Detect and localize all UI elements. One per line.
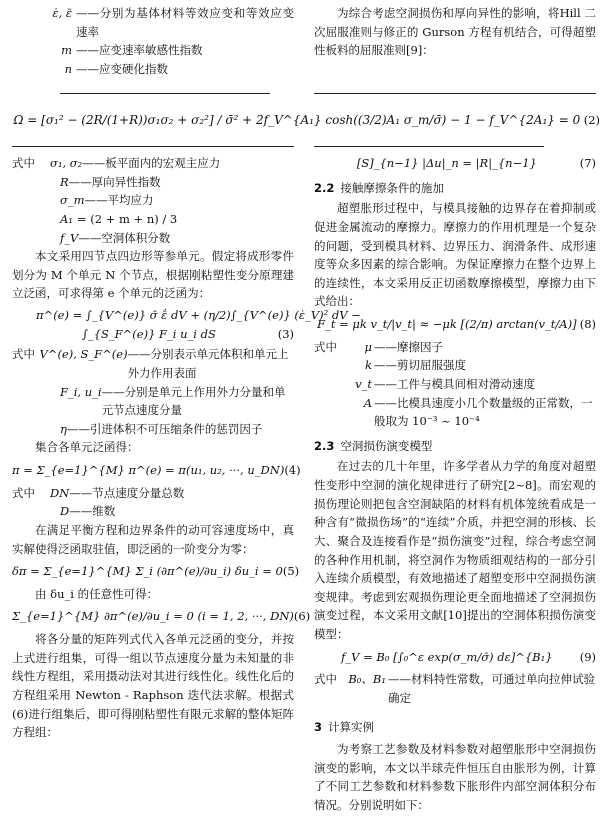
where-label: 式中 — [314, 672, 337, 687]
symbol: B₀、B₁ — [348, 672, 386, 687]
section-title: 接触摩擦条件的施加 — [340, 180, 444, 195]
where-label: 式中 — [12, 156, 35, 170]
symbol: η — [60, 421, 67, 436]
symbol: D — [60, 504, 70, 519]
symbol: σ₁, σ₂ — [50, 156, 83, 170]
equation-3 — [12, 306, 361, 343]
symbol-def-n — [12, 60, 294, 79]
where-row — [12, 420, 294, 439]
equation-8-formula: F_t = μk v_t/|v_t| ≈ −μk [(2/π) arctan(v_t/A)] — [317, 317, 577, 331]
equation-3-line1: π^(e) = ∫_{V^(e)} σ̄ ε̄̇ dV + (η/2)∫_{V^(e)} (ε̇_V)² dV − — [36, 308, 361, 322]
symbol-def-strain — [12, 4, 294, 41]
equation-6-number: (6) — [293, 609, 311, 624]
where-label: 式中 — [12, 347, 35, 362]
symbol-desc: ——平均应力 — [84, 193, 154, 208]
rule-right-bottom — [314, 146, 544, 147]
symbol-desc: ——剪切屈服强度 — [374, 358, 466, 373]
equation-2-number: (2) — [583, 113, 600, 128]
symbol: v_t — [355, 376, 372, 391]
equation-4-number: (4) — [284, 463, 301, 477]
paragraph-examples: 为考察工艺参数及材料参数对超塑胀形中空洞损伤演变的影响，本文以半球壳件恒压自由胀形为例，计算了不同工艺参数和材料参数下胀形件内部空洞体积分布情况。分别说明如下： — [314, 742, 596, 812]
paragraph-variation: 在满足平衡方程和边界条件的动可容速度场中，真实解使得泛函取驻值，即泛函的一阶变分为零： — [12, 522, 294, 556]
paragraph-void-model: 在过去的几十年里，许多学者从力学的角度对超塑性变形中空洞的演化规律进行了研究[2~8]。而宏观的损伤理论则把包含空洞缺陷的材料有机体笼统看成是一种含有“微损伤场”的“连续”介质，并把空洞的形核、长大、聚合及连接看作是“损伤演变”过程，综合考虑空洞的各种作用机制，将空洞作为物质细观结构的一部分引入连续介质模型，有效地描述了超塑变形中空洞损伤演变规律。考虑到宏观损伤理论更全面地描述了空洞损伤演变过程，本文采用文献[10]提出的空洞体积损伤演变模型： — [314, 459, 596, 641]
where-row — [314, 356, 596, 375]
section-heading-2-3 — [314, 437, 596, 456]
equation-3-line2: ∫_{S_F^(e)} F_i u_i dS — [82, 326, 216, 341]
where-row — [12, 154, 294, 173]
paragraph-assemble: 集合各单元泛函得： — [35, 440, 139, 455]
symbol: m — [61, 43, 72, 58]
symbol: R — [60, 174, 69, 189]
rule-left-bottom — [12, 146, 294, 147]
equation-5-number: (5) — [282, 564, 300, 579]
symbol-desc: ——比模具速度小几个数量级的正常数，一般取为 10⁻³ ~ 10⁻⁴ — [374, 395, 593, 429]
symbol: ε̇, ε̄ — [52, 6, 72, 20]
symbol: f_V — [60, 230, 79, 245]
symbol: A₁ — [60, 211, 73, 226]
symbol-desc: ——分别表示单元体积和单元上外力作用表面 — [127, 347, 289, 380]
paragraph-friction: 超塑胀形过程中，与模具接触的边界存在着抑制或促进金属流动的摩擦力。摩擦力的作用机理是一个复杂的问题，受到模具材料、边界压力、润滑条件、成形速度等众多因素的综合影响。为保证摩擦力在整个边界上的连续性，本文采用反正切函数摩擦模型，摩擦力由下式给出： — [314, 201, 596, 309]
symbol-desc: ——分别为基体材料等效应变和等效应变速率 — [76, 6, 294, 39]
paragraph-fem: 本文采用四节点四边形等参单元。假定将成形零件划分为 M 个单元 N 个节点，根据刚粘塑性变分原理建立泛函，可求得第 e 个单元的泛函为： — [12, 249, 294, 301]
paragraph-yield-criterion: 为综合考虑空洞损伤和厚向异性的影响，将Hill 二次屈服准则与修正的 Gurson 方程有机结合，可得超塑性板料的屈服准则[9]： — [314, 6, 596, 58]
symbol-desc: ——摩擦因子 — [374, 339, 443, 354]
section-title: 空洞损伤演变模型 — [340, 438, 433, 453]
where-row — [314, 670, 596, 707]
where-row — [12, 502, 294, 521]
equation-8 — [314, 315, 596, 334]
where-label: 式中 — [314, 339, 337, 354]
symbol-desc: ——工件与模具间相对滑动速度 — [374, 376, 535, 391]
symbol: n — [64, 61, 72, 76]
left-column-top — [12, 4, 294, 79]
symbol-desc: ——空洞体积分数 — [78, 230, 171, 245]
symbol: σ_m — [60, 193, 85, 208]
equation-5 — [12, 562, 300, 581]
equation-2 — [10, 111, 600, 130]
paragraph-matrix: 将各分量的矩阵列式代入各单元泛函的变分，并按上式进行组集，可得一组以节点速度分量为未知量的非线性方程组，采用摄动法对其进行线性化。线性化后的方程组采用 Newton - Raphson 迭代法求解。根据式(6)进行组集后，即可得刚粘塑性有限元求解的整体矩阵方程组： — [12, 632, 294, 740]
rule-right — [314, 93, 596, 94]
section-number: 2.2 — [314, 180, 335, 195]
equation-6 — [12, 607, 311, 626]
symbol-desc: ——引进体积不可压缩条件的惩罚因子 — [66, 421, 263, 436]
equation-4-formula: π = Σ_{e=1}^{M} π^(e) = π(u₁, u₂, ···, u_DN) — [12, 463, 285, 477]
section-heading-2-2 — [314, 179, 596, 198]
equation-2-formula: Ω = [σ₁² − (2R/(1+R))σ₁σ₂ + σ₂²] / σ̄² + 2f_V^{A₁} cosh((3/2)A₁ σ_m/σ̄) − 1 − f_V^{2A₁} = 0 — [13, 113, 581, 127]
equation-9 — [314, 648, 596, 667]
symbol: A — [363, 395, 372, 410]
equation-7 — [314, 154, 596, 173]
equation-5-formula: δπ = Σ_{e=1}^{M} Σ_i (∂π^(e)/∂u_i) δu_i = 0 — [12, 564, 283, 579]
where-row — [314, 394, 596, 431]
symbol: V^(e), S_F^(e) — [39, 347, 128, 362]
symbol: DN — [50, 485, 70, 500]
symbol: μ — [364, 339, 372, 354]
section-title: 计算实例 — [328, 719, 375, 734]
where-row — [314, 338, 596, 357]
where-row — [12, 229, 294, 248]
symbol-def-m — [12, 41, 294, 60]
equation-9-formula: f_V = B₀ [∫₀^ε exp(σ_m/σ̄) dε]^{B₁} — [341, 649, 553, 664]
symbol-desc: ——材料特性常数，可通过单向拉伸试验确定 — [387, 672, 595, 705]
where-row — [12, 345, 294, 382]
where-row — [12, 173, 294, 192]
equation-4 — [12, 461, 301, 480]
equation-6-formula: Σ_{e=1}^{M} ∂π^(e)/∂u_i = 0 (i = 1, 2, ···, DN) — [12, 609, 294, 624]
where-row — [12, 210, 294, 229]
symbol-desc: = (2 + m + n) / 3 — [76, 211, 178, 226]
paragraph-arbitrary: 由 δu_i 的任意性可得： — [35, 586, 159, 601]
symbol-desc: ——板平面内的宏观主应力 — [82, 156, 221, 170]
equation-7-formula: [S]_{n−1} |Δu|_n = |R|_{n−1} — [356, 156, 537, 170]
symbol-desc: ——应变硬化指数 — [76, 61, 168, 76]
section-number: 3 — [314, 719, 323, 734]
section-number: 2.3 — [314, 438, 335, 453]
where-row — [314, 375, 596, 394]
symbol: F_i, u_i — [60, 384, 102, 399]
where-row — [12, 191, 294, 210]
equation-7-number: (7) — [579, 156, 596, 170]
symbol-desc: ——节点速度分量总数 — [69, 485, 185, 500]
equation-8-number: (8) — [579, 317, 596, 331]
symbol-desc: ——维数 — [69, 504, 116, 519]
rule-left — [60, 93, 270, 94]
where-label: 式中 — [12, 485, 35, 500]
right-column-top — [314, 4, 596, 60]
where-row — [12, 383, 294, 420]
equation-3-number: (3) — [277, 326, 294, 341]
symbol-desc: ——厚向异性指数 — [68, 174, 161, 189]
section-heading-3 — [314, 718, 596, 737]
right-column — [314, 154, 596, 815]
equation-9-number: (9) — [579, 649, 596, 664]
symbol-desc: ——应变速率敏感性指数 — [76, 43, 203, 58]
where-row — [12, 484, 294, 503]
symbol: k — [365, 358, 372, 373]
symbol-desc: ——分别是单元上作用外力分量和单元节点速度分量 — [101, 384, 286, 418]
